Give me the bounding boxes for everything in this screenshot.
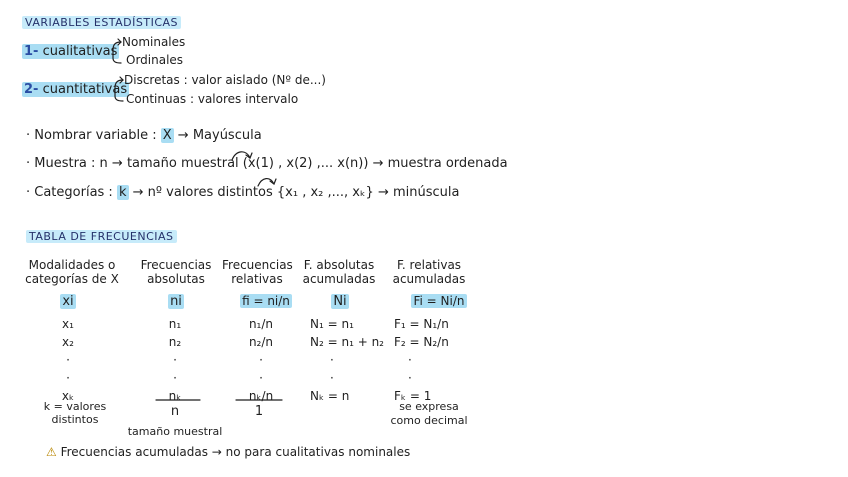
col-sym-xi: xi [62, 294, 74, 309]
sub-continuas: Continuas : valores intervalo [126, 92, 299, 106]
col-sym-fi: fi = ni/n [242, 294, 290, 308]
col-head-modalidades: Modalidades o categorías de X [25, 258, 119, 286]
col-sym-ni: ni [170, 294, 182, 309]
col-sym-Ni: Ni [333, 294, 347, 309]
sub-ordinales: Ordinales [126, 53, 184, 67]
warning-triangle-icon: ⚠ [46, 445, 57, 459]
col-values-Ni: N₁ = n₁ N₂ = n₁ + n₂ · · Nₖ = n [310, 317, 384, 403]
sub-discretas: Discretas : valor aislado (Nº de...) [124, 73, 326, 87]
col-sym-Fi: Fi = Ni/n [413, 294, 465, 308]
col-foot-tamano: tamaño muestral [127, 425, 223, 438]
note-nombrar-variable: · Nombrar variable : X → Mayúscula [26, 128, 262, 143]
col-values-ni: n₁ n₂ · · nₖ [168, 317, 182, 403]
section-title-tabla: TABLA DE FRECUENCIAS [26, 230, 177, 243]
col-head-abs-acum: F. absolutas acumuladas [302, 258, 376, 286]
sub-nominales: Nominales [122, 35, 186, 49]
warning-note: ⚠ Frecuencias acumuladas → no para cualitativas nominales [46, 445, 411, 459]
item-cualitativas: 1- cualitativas [24, 44, 118, 59]
col-head-abs: Frecuencias absolutas [140, 258, 212, 286]
col-total-1: 1 [254, 404, 264, 419]
col-foot-decimal: se expresa como decimal [390, 400, 468, 427]
col-total-n: n [170, 404, 180, 419]
note-muestra: · Muestra : n → tamaño muestral (x(1) , x(2) ,... x(n)) → muestra ordenada [26, 156, 508, 171]
section-title-variables: VARIABLES ESTADÍSTICAS [22, 16, 181, 29]
item-cuantitativas: 2- cuantitativas [24, 82, 128, 97]
note-categorias: · Categorías : k → nº valores distintos {x₁ , x₂ ,..., xₖ} → minúscula [26, 185, 460, 200]
col-values-xi: x₁ x₂ · · xₖ [61, 317, 75, 403]
col-head-rel: Frecuencias relativas [222, 258, 293, 286]
col-values-Fi: F₁ = N₁/n F₂ = N₂/n · · Fₖ = 1 [394, 317, 449, 403]
col-foot-k: k = valores distintos [43, 400, 107, 426]
col-head-rel-acum: F. relativas acumuladas [392, 258, 466, 286]
col-values-fi: n₁/n n₂/n · · nₖ/n [248, 317, 274, 403]
